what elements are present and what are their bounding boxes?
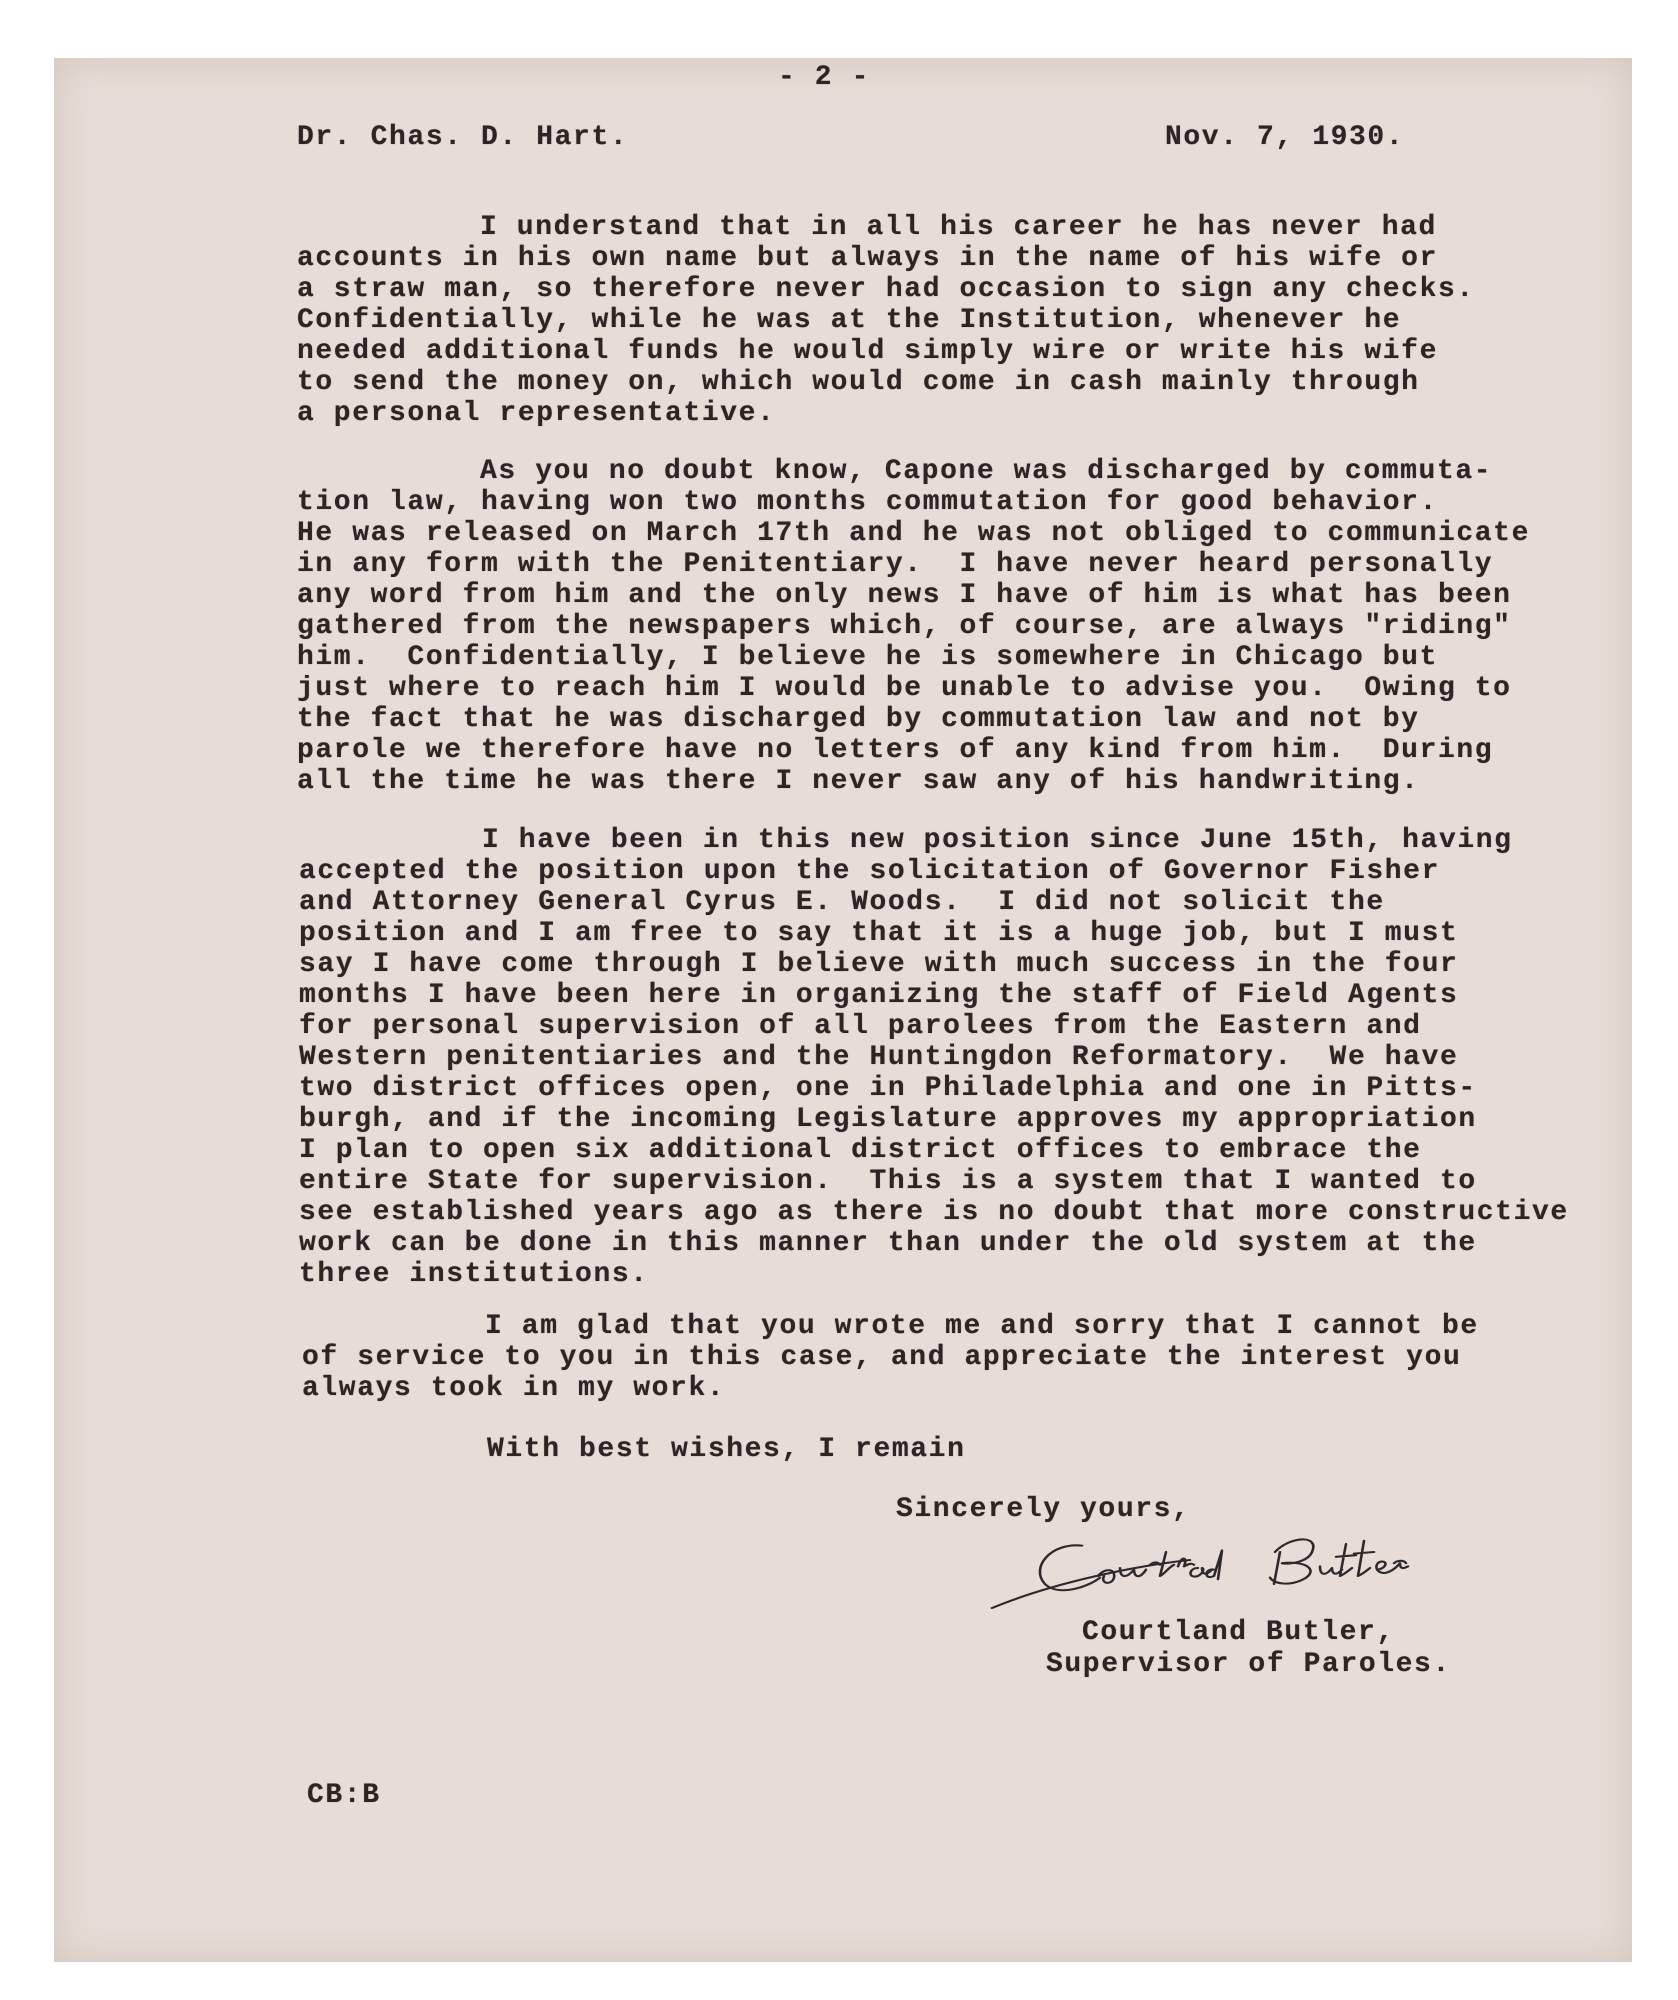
text-line: accounts in his own name but always in the name of his wife or xyxy=(297,243,1438,274)
text-line: see established years ago as there is no doubt that more constructive xyxy=(299,1197,1569,1228)
text-line: to send the money on, which would come in cash mainly through xyxy=(297,367,1420,398)
text-line: say I have come through I believe with much success in the four xyxy=(299,949,1459,980)
text-line: him. Confidentially, I believe he is somewhere in Chicago but xyxy=(297,642,1438,673)
signer-title: Supervisor of Paroles. xyxy=(1046,1649,1451,1680)
text-line: As you no doubt know, Capone was discharged by commuta- xyxy=(480,456,1493,487)
letter-date: Nov. 7, 1930. xyxy=(1165,122,1405,153)
text-line: the fact that he was discharged by commutation law and not by xyxy=(297,704,1420,735)
text-line: months I have been here in organizing the staff of Field Agents xyxy=(299,980,1459,1011)
handwritten-signature xyxy=(990,1528,1510,1616)
valediction: Sincerely yours, xyxy=(896,1494,1191,1525)
text-line: I am glad that you wrote me and sorry that I cannot be xyxy=(485,1311,1479,1342)
text-line: a personal representative. xyxy=(297,398,776,429)
closing-line: With best wishes, I remain xyxy=(487,1434,966,1465)
text-line: and Attorney General Cyrus E. Woods. I did not solicit the xyxy=(299,887,1385,918)
text-line: any word from him and the only news I have of him is what has been xyxy=(297,580,1512,611)
text-line: work can be done in this manner than under the old system at the xyxy=(299,1228,1477,1259)
text-line: I understand that in all his career he has never had xyxy=(480,212,1437,243)
text-line: of service to you in this case, and appreciate the interest you xyxy=(302,1342,1462,1373)
text-line: tion law, having won two months commutation for good behavior. xyxy=(297,487,1438,518)
text-line: gathered from the newspapers which, of course, are always "riding" xyxy=(297,611,1512,642)
text-line: a straw man, so therefore never had occasion to sign any checks. xyxy=(297,274,1475,305)
text-line: Western penitentiaries and the Huntingdon Reformatory. We have xyxy=(299,1042,1459,1073)
text-line: always took in my work. xyxy=(302,1373,726,1404)
recipient-line: Dr. Chas. D. Hart. xyxy=(297,122,629,153)
paragraph-3 xyxy=(299,825,1569,1290)
typist-initials: CB:B xyxy=(307,1780,381,1811)
text-line: parole we therefore have no letters of any kind from him. During xyxy=(297,735,1494,766)
text-line: entire State for supervision. This is a system that I wanted to xyxy=(299,1166,1477,1197)
paragraph-2 xyxy=(297,456,1530,797)
text-line: He was released on March 17th and he was not obliged to communicate xyxy=(297,518,1530,549)
text-line: accepted the position upon the solicitation of Governor Fisher xyxy=(299,856,1440,887)
text-line: needed additional funds he would simply wire or write his wife xyxy=(297,336,1438,367)
paragraph-1 xyxy=(297,212,1475,429)
text-line: I have been in this new position since June 15th, having xyxy=(482,825,1513,856)
text-line: I plan to open six additional district offices to embrace the xyxy=(299,1135,1422,1166)
text-line: burgh, and if the incoming Legislature approves my appropriation xyxy=(299,1104,1477,1135)
page-number: - 2 - xyxy=(778,62,871,93)
text-line: all the time he was there I never saw any of his handwriting. xyxy=(297,766,1420,797)
signer-name: Courtland Butler, xyxy=(1082,1617,1395,1648)
text-line: three institutions. xyxy=(299,1259,649,1290)
paragraph-4 xyxy=(302,1311,1479,1404)
text-line: position and I am free to say that it is a huge job, but I must xyxy=(299,918,1459,949)
text-line: for personal supervision of all parolees from the Eastern and xyxy=(299,1011,1422,1042)
text-line: two district offices open, one in Philadelphia and one in Pitts- xyxy=(299,1073,1477,1104)
text-line: just where to reach him I would be unable to advise you. Owing to xyxy=(297,673,1512,704)
text-line: Confidentially, while he was at the Institution, whenever he xyxy=(297,305,1402,336)
text-line: in any form with the Penitentiary. I have never heard personally xyxy=(297,549,1494,580)
